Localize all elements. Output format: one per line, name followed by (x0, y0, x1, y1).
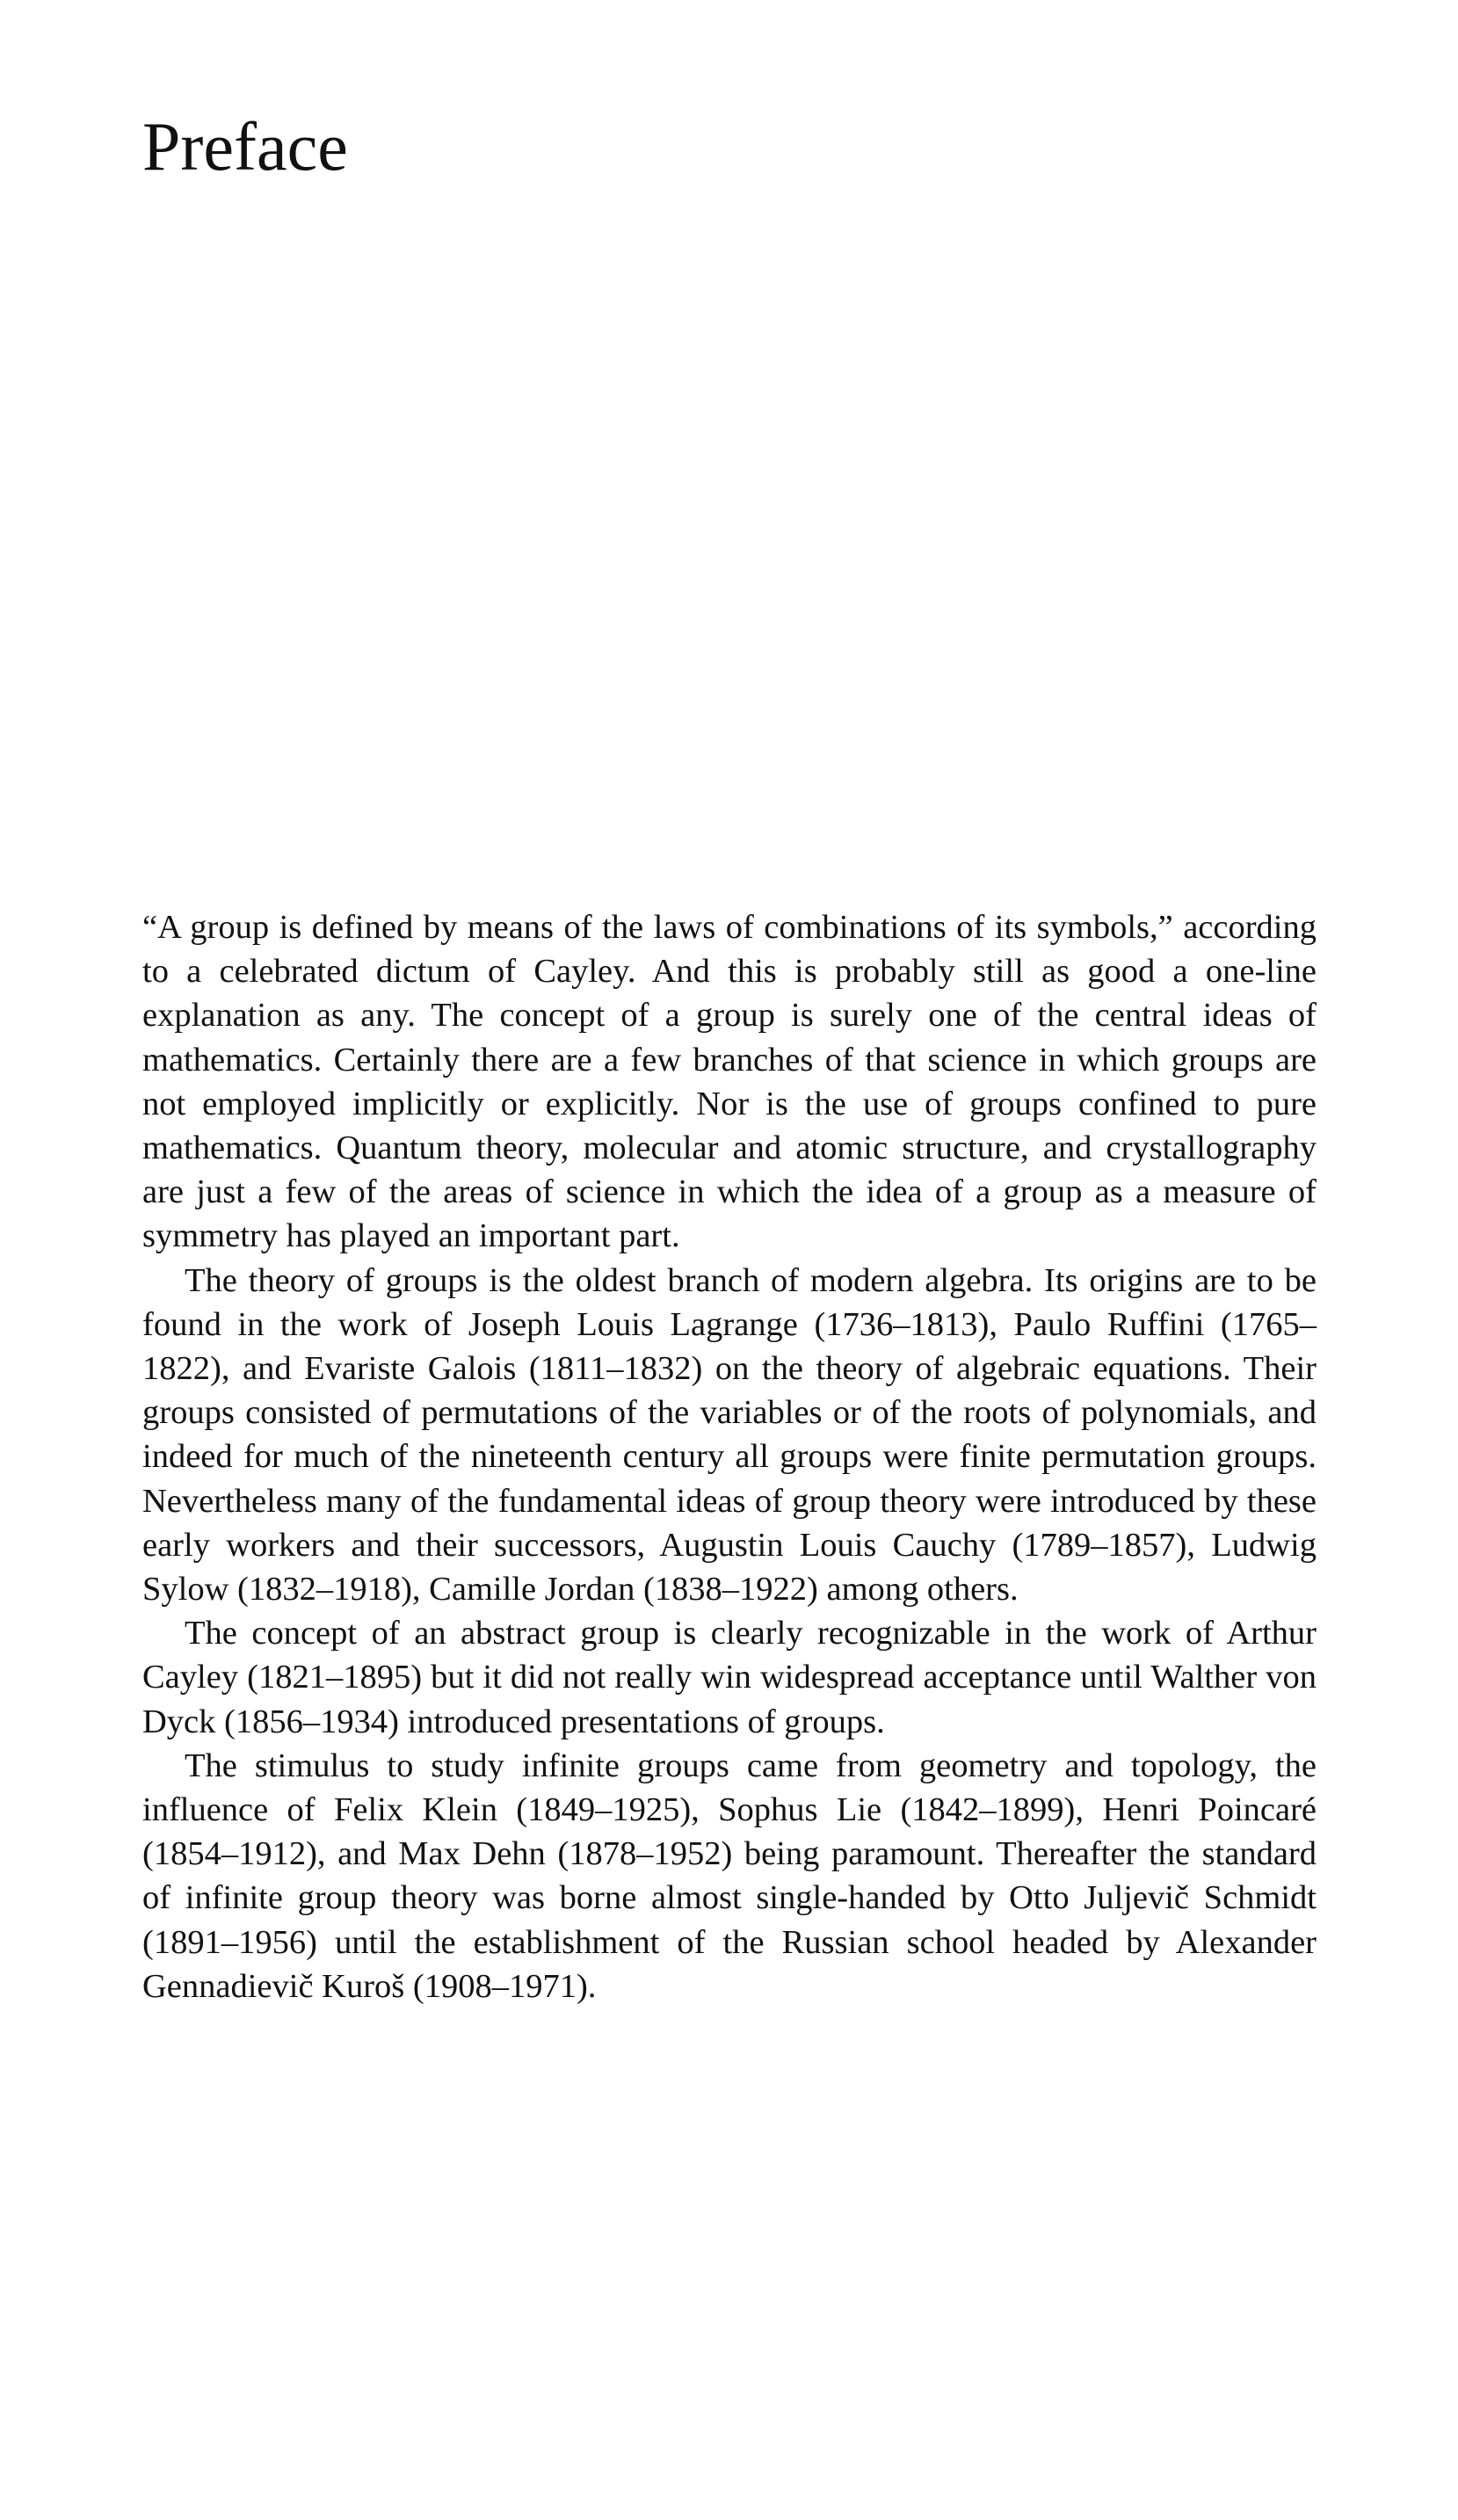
paragraph: “A group is defined by means of the laws of combinations of its symbols,” according to a celebrated dictum of Cayley. And this is probably still as good a one-line explanation as any. The concept of a group is surely one of the central ideas of mathematics. Certainly there are a few branches of that science in which groups are not employed implicitly or explicitly. Nor is the use of groups confined to pure mathematics. Quantum theory, molecular and atomic structure, and crystallography are just a few of the areas of science in which the idea of a group as a measure of symmetry has played an important part. (142, 909, 1317, 1255)
page-title: Preface (142, 108, 348, 185)
paragraph: The theory of groups is the oldest branch of modern algebra. Its origins are to be found in the work of Joseph Louis Lagrange (1736–1813), Paulo Ruffini (1765–1822), and Evariste Galois (1811–1832) on the theory of algebraic equations. Their groups consisted of permutations of the variables or of the roots of polynomials, and indeed for much of the nineteenth century all groups were finite permutation groups. Nevertheless many of the fundamental ideas of group theory were introduced by these early workers and their successors, Augustin Louis Cauchy (1789–1857), Ludwig Sylow (1832–1918), Camille Jordan (1838–1922) among others. (142, 1261, 1317, 1609)
paragraph: The stimulus to study infinite groups came from geometry and topology, the influence of Felix Klein (1849–1925), Sophus Lie (1842–1899), Henri Poincaré (1854–1912), and Max Dehn (1878–1952) being paramount. Thereafter the standard of infinite group theory was borne almost single-handed by Otto Juljevič Schmidt (1891–1956) until the establishment of the Russian school headed by Alexander Gennadievič Kuroš (1908–1971). (142, 1747, 1317, 2005)
paragraph: The concept of an abstract group is clearly recognizable in the work of Arthur Cayley (1821–1895) but it did not really win widespread acceptance until Walther von Dyck (1856–1934) introduced presentations of groups. (142, 1615, 1317, 1740)
preface-body (142, 905, 1317, 2008)
